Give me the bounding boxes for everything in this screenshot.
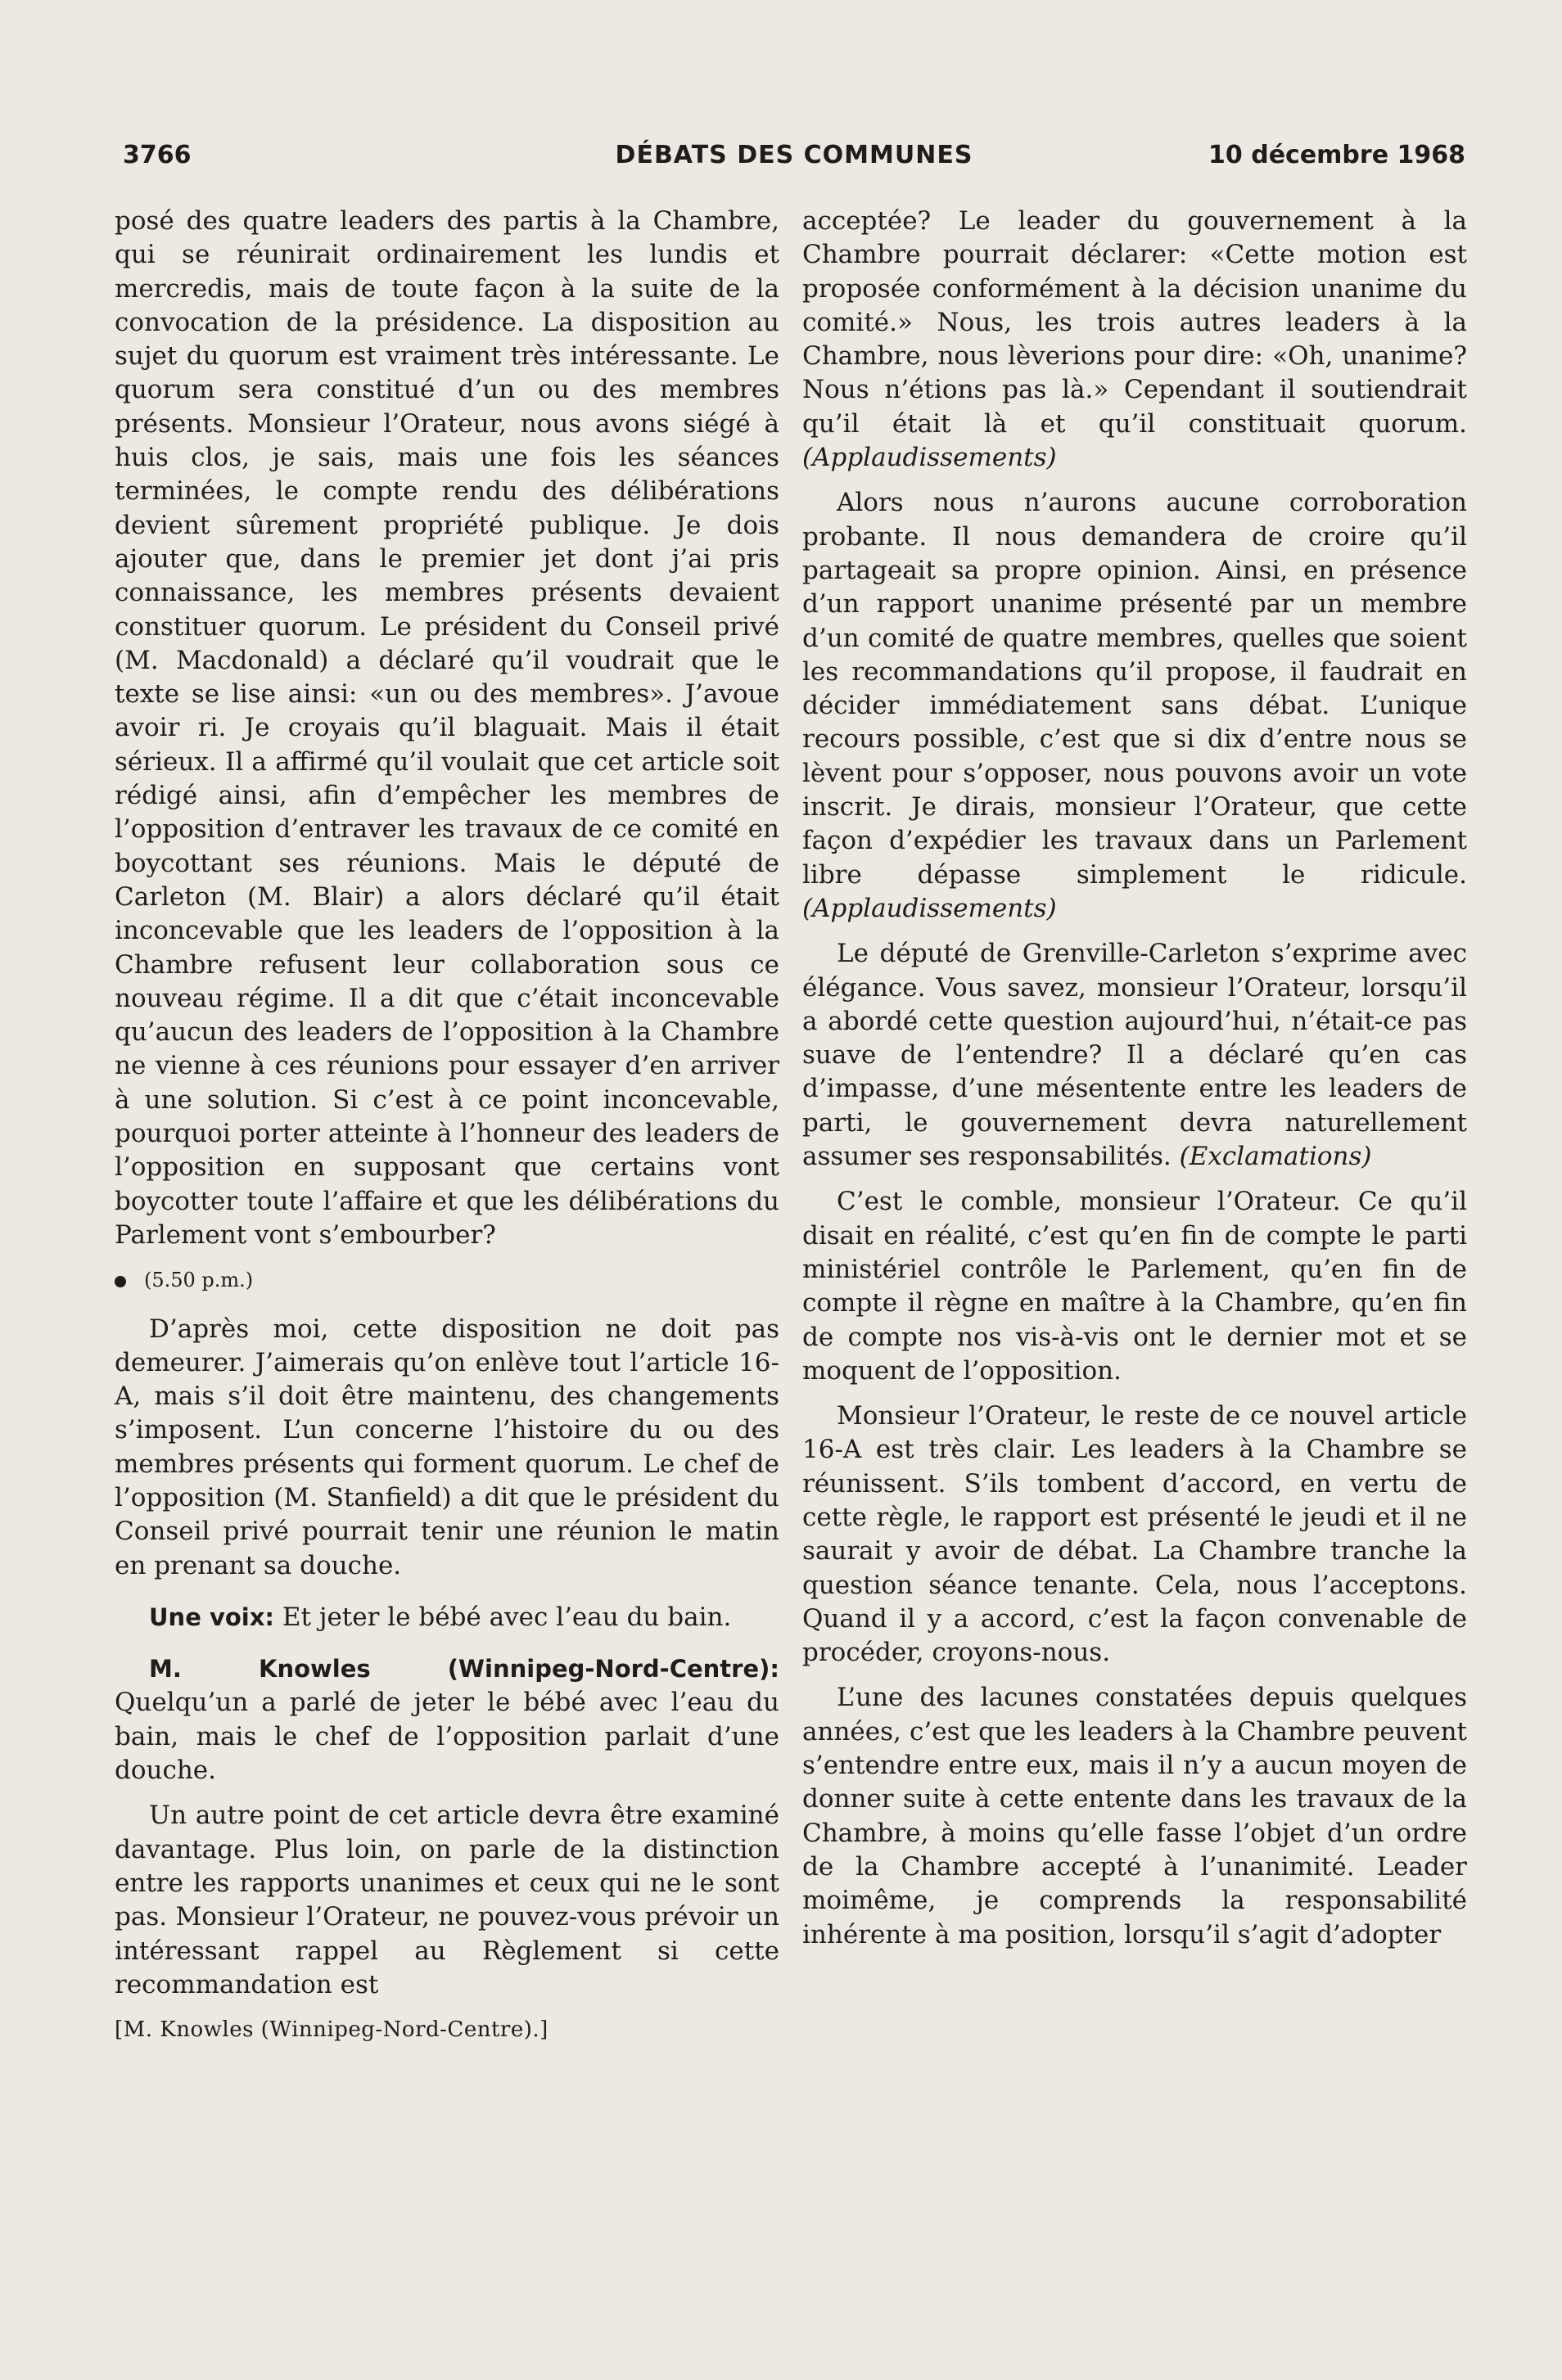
speaker-footer: [M. Knowles (Winnipeg-Nord-Centre).] bbox=[115, 2017, 549, 2043]
paragraph-text: Alors nous n’aurons aucune corroboration probante. Il nous demandera de croire qu’il partageait sa propre opinion. Ainsi, en présence d’un rapport unanime présenté par un membre d’un comité de quatre membres, quelles que soient les recommandations qu’il propose, il faudrait en décider immédiatement sans débat. L’unique recours possible, c’est que si dix d’entre nous se lèvent pour s’opposer, nous pouvons avoir un vote inscrit. Je dirais, monsieur l’Orateur, que cette façon d’expédier les travaux dans un Parlement libre dépasse simplement le ridicule. bbox=[802, 488, 1467, 890]
publication-title: DÉBATS DES COMMUNES bbox=[615, 141, 973, 169]
page-date: 10 décembre 1968 bbox=[1208, 141, 1465, 169]
time-marker bbox=[115, 1264, 779, 1297]
paragraph: Monsieur l’Orateur, le reste de ce nouvel article 16-A est très clair. Les leaders à la Chambre se réunissent. S’ils tombent d’accord, en vertu de cette règle, le rapport est présenté le jeudi et il ne saurait y avoir de débat. La Chambre tranche la question séance tenante. Cela, nous l’acceptons. Quand il y a accord, c’est la façon convenable de procéder, croyons-nous. bbox=[802, 1401, 1467, 1668]
paragraph-text: Le député de Grenville-Carleton s’exprime avec élégance. Vous savez, monsieur l’Orateur, lorsqu’il a abordé cette question aujourd’hui, n’était-ce pas suave de l’entendre? Il a déclaré qu’en cas d’impasse, d’une mésentente entre les leaders de parti, le gouvernement devra naturellement assumer ses responsabilités. bbox=[802, 939, 1467, 1172]
page-number: 3766 bbox=[123, 141, 192, 169]
applause-note: (Applaudissements) bbox=[802, 893, 1057, 923]
paragraph bbox=[802, 937, 1467, 1174]
speech-voice bbox=[115, 1601, 779, 1634]
paragraph: Un autre point de cet article devra être examiné davantage. Plus loin, on parle de la distinction entre les rapports unanimes et ceux qui ne le sont pas. Monsieur l’Orateur, ne pouvez-vous prévoir un intéressant rappel au Règlement si cette recommandation est bbox=[115, 1801, 779, 1999]
time-stamp: (5.50 p.m.) bbox=[144, 1269, 254, 1292]
right-column bbox=[802, 205, 1467, 1963]
paragraph bbox=[802, 486, 1467, 926]
speaker-name: Une voix: bbox=[149, 1602, 275, 1631]
paragraph-text: acceptée? Le leader du gouvernement à la Chambre pourrait déclarer: «Cette motion est proposée conformément à la décision unanime du comité.» Nous, les trois autres leaders à la Chambre, nous lèverions pour dire: «Oh, unanime? Nous n’étions pas là.» Cependant il soutiendrait qu’il était là et qu’il constituait quorum. bbox=[802, 206, 1467, 439]
page-header bbox=[123, 141, 1465, 182]
applause-note: (Applaudissements) bbox=[802, 443, 1057, 473]
speech-text: Et jeter le bébé avec l’eau du bain. bbox=[274, 1602, 732, 1632]
paragraph: D’après moi, cette disposition ne doit pas demeurer. J’aimerais qu’on enlève tout l’article 16-A, mais s’il doit être maintenu, des changements s’imposent. L’un concerne l’histoire du ou des membres présents qui forment quorum. Le chef de l’opposition (M. Stanfield) a dit que le président du Conseil privé pourrait tenir une réunion le matin en prenant sa douche. bbox=[115, 1314, 779, 1580]
paragraph: C’est le comble, monsieur l’Orateur. Ce qu’il disait en réalité, c’est qu’en fin de compte le parti ministériel contrôle le Parlement, qu’en fin de compte il règne en maître à la Chambre, qu’en fin de compte nos vis-à-vis ont le dernier mot et se moquent de l’opposition. bbox=[802, 1187, 1467, 1386]
bullet-icon bbox=[115, 1276, 126, 1287]
speech-text: Quelqu’un a parlé de jeter le bébé avec l’eau du bain, mais le chef de l’opposition parlait d’une douche. bbox=[115, 1688, 779, 1786]
speech-knowles bbox=[115, 1652, 779, 1787]
exclamation-note: (Exclamations) bbox=[1179, 1142, 1372, 1172]
left-column bbox=[115, 205, 779, 2047]
paragraph: posé des quatre leaders des partis à la Chambre, qui se réunirait ordinairement les lundis et mercredis, mais de toute façon à la suite de la convocation de la présidence. La disposition au sujet du quorum est vraiment très intéressante. Le quorum sera constitué d’un ou des membres présents. Monsieur l’Orateur, nous avons siégé à huis clos, je sais, mais une fois les séances terminées, le compte rendu des délibérations devient sûrement propriété publique. Je dois ajouter que, dans le premier jet dont j’ai pris connaissance, les membres présents devaient constituer quorum. Le président du Conseil privé (M. Macdonald) a déclaré qu’il voudrait que le texte se lise ainsi: «un ou des membres». J’avoue avoir ri. Je croyais qu’il blaguait. Mais il était sérieux. Il a affirmé qu’il voulait que cet article soit rédigé ainsi, afin d’empêcher les membres de l’opposition d’entraver les travaux de ce comité en boycottant ses réunions. Mais le député de Carleton (M. Blair) a alors déclaré qu’il était inconcevable que les leaders de l’opposition à la Chambre refusent leur collaboration sous ce nouveau régime. Il a dit que c’était inconcevable qu’aucun des leaders de l’opposition à la Chambre ne vienne à ces réunions pour essayer d’en arriver à une solution. Si c’est à ce point inconcevable, pourquoi porter atteinte à l’honneur des leaders de l’opposition en supposant que certains vont boycotter toute l’affaire et que les délibérations du Parlement vont s’embourber? bbox=[115, 206, 779, 1250]
paragraph: L’une des lacunes constatées depuis quelques années, c’est que les leaders à la Chambre peuvent s’entendre entre eux, mais il n’y a aucun moyen de donner suite à cette entente dans les travaux de la Chambre, à moins qu’elle fasse l’objet d’un ordre de la Chambre accepté à l’unanimité. Leader moimême, je comprends la responsabilité inhérente à ma position, lorsqu’il s’agit d’adopter bbox=[802, 1683, 1467, 1950]
paragraph bbox=[802, 205, 1467, 475]
speaker-name: M. Knowles (Winnipeg-Nord-Centre): bbox=[149, 1655, 779, 1684]
